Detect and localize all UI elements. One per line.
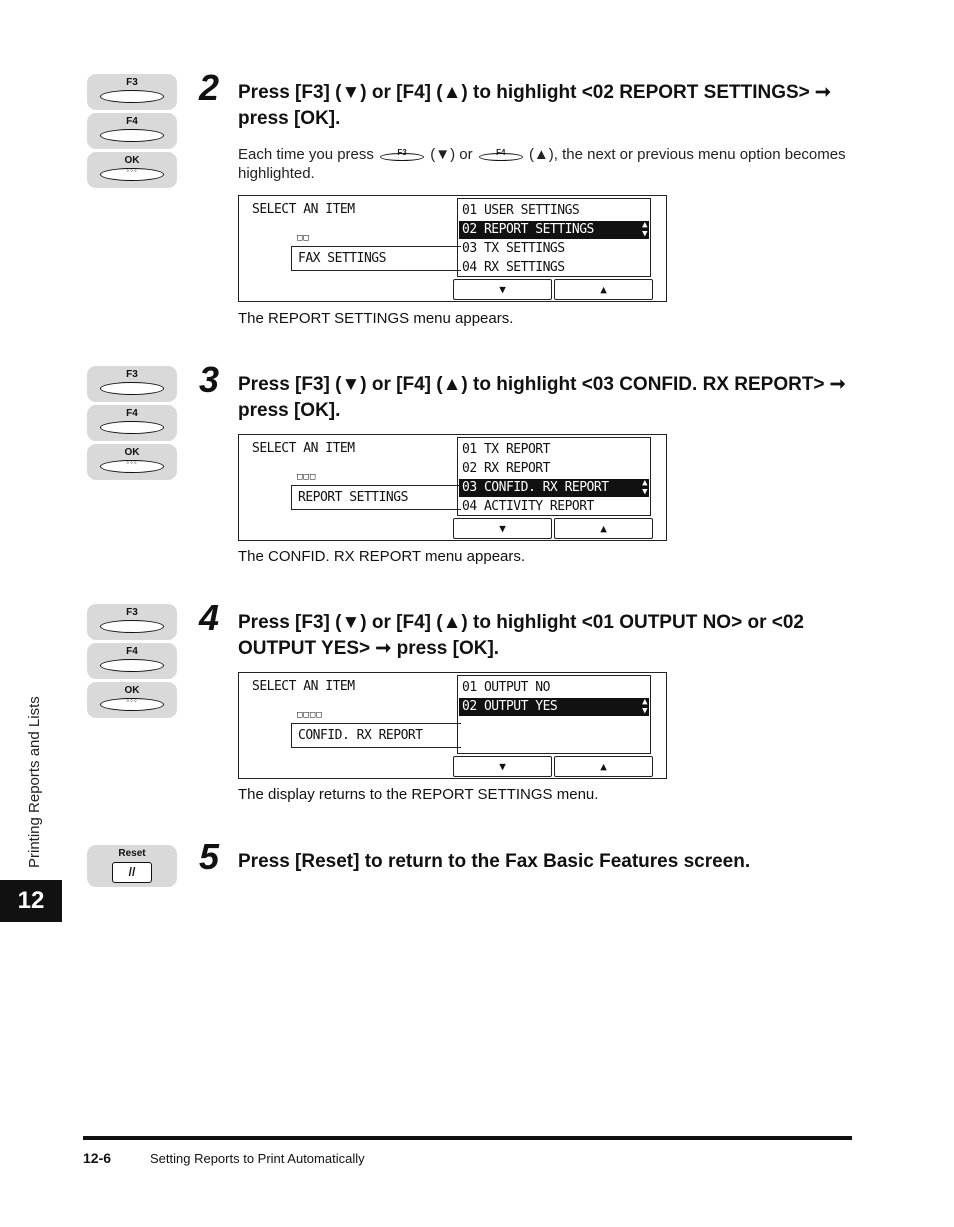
- lcd-up-button: ▲: [554, 279, 653, 300]
- lcd-menu-list: [457, 437, 651, 516]
- ok-key-icon: OK ◦◦◦: [87, 444, 177, 480]
- lcd-breadcrumb: CONFID. RX REPORT: [291, 723, 461, 748]
- lcd-breadcrumb: FAX SETTINGS: [291, 246, 461, 271]
- lcd-header: SELECT AN ITEM: [252, 202, 355, 217]
- step-2-title: Press [F3] (▼) or [F4] (▲) to highlight <02 REPORT SETTINGS> ➞ press [OK].: [238, 82, 831, 129]
- reset-key-label: Reset: [118, 848, 146, 859]
- page-footer-title: Setting Reports to Print Automatically: [150, 1151, 365, 1166]
- lcd-menu-item: 03 TX SETTINGS: [462, 241, 565, 256]
- reset-key-icon: [87, 845, 177, 887]
- f4-key-label: F4: [126, 116, 138, 127]
- lcd-menu-item: 01 USER SETTINGS: [462, 203, 580, 218]
- lcd-menu-item-selected: 02 OUTPUT YES ▲ ▼: [459, 698, 649, 716]
- f4-inline-key-icon: F4: [477, 146, 525, 162]
- lcd-menu-list: [457, 198, 651, 277]
- lcd-down-button: ▼: [453, 518, 552, 539]
- lcd-level-indicator: □□□: [297, 472, 317, 482]
- page-number: 12-6: [83, 1150, 112, 1166]
- ok-key-icon: OK ◦◦◦: [87, 682, 177, 718]
- lcd-level-indicator: □□□□: [297, 710, 323, 720]
- lcd-down-button: ▼: [453, 279, 552, 300]
- f3-key-icon: F3: [87, 366, 177, 402]
- step-3-number: 3: [199, 359, 220, 400]
- step-3-caption: The CONFID. RX REPORT menu appears.: [238, 548, 526, 565]
- chapter-tab: 12: [0, 880, 62, 922]
- lcd-menu-list: [457, 675, 651, 754]
- step-4-caption: The display returns to the REPORT SETTINGS menu.: [238, 786, 599, 803]
- lcd-screen-output: [238, 672, 667, 779]
- section-sidebar-label: Printing Reports and Lists: [26, 696, 43, 868]
- lcd-level-indicator: □□: [297, 233, 310, 243]
- f4-key-icon: [87, 113, 177, 149]
- step-2-number: 2: [199, 67, 220, 108]
- scroll-updown-icon: ▲ ▼: [642, 697, 647, 716]
- scroll-updown-icon: ▲ ▼: [642, 478, 647, 497]
- lcd-menu-item: 02 RX REPORT: [462, 461, 550, 476]
- f3-key-icon: [87, 74, 177, 110]
- reset-glyph-icon: //: [112, 862, 152, 883]
- lcd-menu-item-selected: 02 REPORT SETTINGS ▲ ▼: [459, 221, 649, 239]
- lcd-header: SELECT AN ITEM: [252, 679, 355, 694]
- step-3-title: Press [F3] (▼) or [F4] (▲) to highlight <03 CONFID. RX REPORT> ➞ press [OK].: [238, 374, 846, 421]
- lcd-down-button: ▼: [453, 756, 552, 777]
- step-2-description: Each time you press F3 (▼) or F4 (▲), the next or previous menu option becomes highlighted.: [238, 146, 846, 182]
- step-4-title: Press [F3] (▼) or [F4] (▲) to highlight <01 OUTPUT NO> or <02 OUTPUT YES> ➞ press [OK].: [238, 612, 804, 659]
- step-2-caption: The REPORT SETTINGS menu appears.: [238, 310, 514, 327]
- ok-key-label: OK: [124, 155, 140, 166]
- lcd-screen-report-settings: [238, 195, 667, 302]
- ok-key-icon: OK ◦◦◦: [87, 152, 177, 188]
- f4-key-icon: F4: [87, 643, 177, 679]
- f3-inline-key-icon: F3: [378, 146, 426, 162]
- step-5-title: Press [Reset] to return to the Fax Basic Features screen.: [238, 851, 751, 872]
- lcd-menu-item-selected: 03 CONFID. RX REPORT ▲ ▼: [459, 479, 649, 497]
- lcd-menu-item: 01 TX REPORT: [462, 442, 550, 457]
- scroll-updown-icon: ▲ ▼: [642, 220, 647, 239]
- lcd-up-button: ▲: [554, 756, 653, 777]
- lcd-up-button: ▲: [554, 518, 653, 539]
- lcd-breadcrumb: REPORT SETTINGS: [291, 485, 461, 510]
- f3-key-label: F3: [126, 77, 138, 88]
- lcd-header: SELECT AN ITEM: [252, 441, 355, 456]
- step-4-number: 4: [199, 597, 220, 638]
- f3-key-icon: F3: [87, 604, 177, 640]
- lcd-menu-item: 04 RX SETTINGS: [462, 260, 565, 275]
- footer-rule: [83, 1136, 852, 1140]
- lcd-screen-confid-rx: [238, 434, 667, 541]
- lcd-menu-item: 01 OUTPUT NO: [462, 680, 550, 695]
- lcd-menu-item: 04 ACTIVITY REPORT: [462, 499, 594, 514]
- f4-key-icon: F4: [87, 405, 177, 441]
- step-5-number: 5: [199, 836, 220, 877]
